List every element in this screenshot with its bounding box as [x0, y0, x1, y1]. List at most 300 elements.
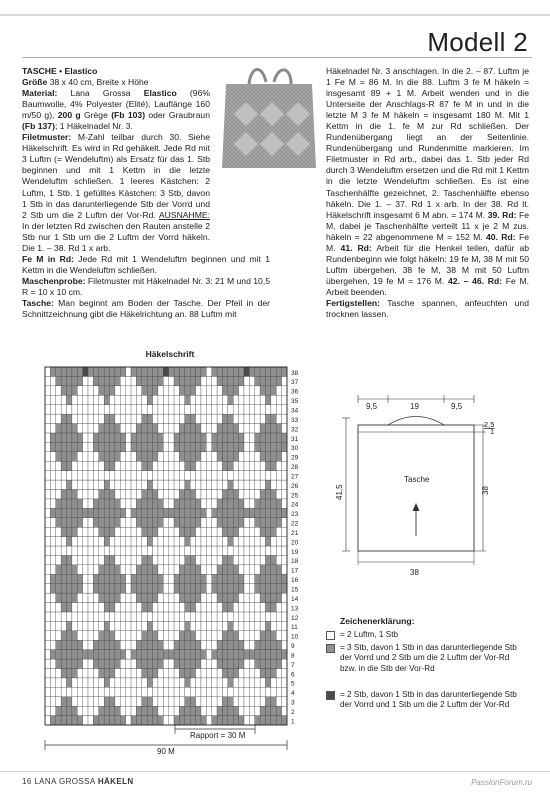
chart-cell — [217, 555, 222, 564]
row-number: 13 — [291, 605, 299, 613]
chart-cell — [115, 631, 120, 640]
chart-cell — [217, 650, 222, 659]
chart-cell — [142, 452, 147, 461]
chart-cell — [228, 697, 233, 706]
chart-cell — [228, 527, 233, 536]
chart-cell — [163, 650, 168, 659]
chart-cell — [212, 537, 217, 546]
chart-cell — [185, 499, 190, 508]
chart-cell — [169, 442, 174, 451]
chart-cell — [99, 706, 104, 715]
chart-cell — [163, 687, 168, 696]
chart-cell — [206, 546, 211, 555]
chart-cell — [255, 716, 260, 725]
bag-schematic — [335, 395, 494, 577]
chart-cell — [93, 555, 98, 564]
chart-cell — [131, 471, 136, 480]
chart-cell — [233, 499, 238, 508]
chart-cell — [249, 650, 254, 659]
chart-cell — [196, 480, 201, 489]
chart-cell — [110, 716, 115, 725]
chart-cell — [88, 471, 93, 480]
chart-cell — [244, 546, 249, 555]
chart-cell — [206, 527, 211, 536]
chart-cell — [201, 518, 206, 527]
chart-cell — [72, 565, 77, 574]
chart-cell — [190, 706, 195, 715]
chart-cell — [190, 584, 195, 593]
chart-cell — [93, 452, 98, 461]
chart-cell — [185, 659, 190, 668]
chart-cell — [260, 537, 265, 546]
row-number: 11 — [291, 624, 298, 632]
chart-cell — [169, 565, 174, 574]
chart-cell — [260, 659, 265, 668]
chart-cell — [163, 621, 168, 630]
chart-cell — [201, 499, 206, 508]
chart-cell — [201, 555, 206, 564]
chart-cell — [88, 480, 93, 489]
chart-cell — [50, 489, 55, 498]
chart-cell — [249, 433, 254, 442]
chart-cell — [104, 668, 109, 677]
chart-cell — [115, 612, 120, 621]
chart-cell — [88, 489, 93, 498]
chart-cell — [233, 659, 238, 668]
chart-cell — [88, 395, 93, 404]
chart-cell — [115, 471, 120, 480]
chart-cell — [271, 376, 276, 385]
chart-cell — [72, 584, 77, 593]
chart-cell — [72, 555, 77, 564]
chart-cell — [282, 405, 287, 414]
chart-cell — [67, 508, 72, 517]
chart-cell — [163, 395, 168, 404]
chart-cell — [265, 574, 270, 583]
chart-cell — [265, 546, 270, 555]
chart-cell — [196, 537, 201, 546]
chart-cell — [93, 499, 98, 508]
chart-cell — [72, 706, 77, 715]
chart-cell — [212, 395, 217, 404]
chart-cell — [88, 659, 93, 668]
chart-cell — [104, 424, 109, 433]
chart-cell — [83, 640, 88, 649]
chart-cell — [276, 584, 281, 593]
chart-cell — [271, 697, 276, 706]
chart-cell — [67, 565, 72, 574]
chart-cell — [126, 687, 131, 696]
chart-cell — [217, 424, 222, 433]
chart-cell — [88, 518, 93, 527]
chart-cell — [271, 612, 276, 621]
chart-cell — [212, 565, 217, 574]
chart-cell — [93, 687, 98, 696]
row-number: 18 — [291, 558, 299, 566]
chart-cell — [239, 631, 244, 640]
chart-cell — [179, 424, 184, 433]
chart-cell — [179, 480, 184, 489]
finishing-label: Fertigstellen: — [326, 297, 380, 308]
chart-cell — [153, 659, 158, 668]
chart-cell — [147, 593, 152, 602]
chart-cell — [104, 376, 109, 385]
chart-cell — [244, 687, 249, 696]
chart-cell — [56, 603, 61, 612]
chart-cell — [142, 631, 147, 640]
chart-cell — [233, 442, 238, 451]
chart-cell — [265, 376, 270, 385]
chart-cell — [201, 574, 206, 583]
chart-cell — [136, 508, 141, 517]
chart-cell — [174, 668, 179, 677]
chart-cell — [228, 706, 233, 715]
chart-cell — [163, 640, 168, 649]
chart-cell — [169, 650, 174, 659]
chart-cell — [72, 405, 77, 414]
chart-cell — [179, 527, 184, 536]
chart-cell — [239, 452, 244, 461]
row-number: 14 — [291, 595, 299, 603]
chart-cell — [136, 631, 141, 640]
chart-cell — [201, 668, 206, 677]
chart-cell — [45, 678, 50, 687]
chart-cell — [201, 480, 206, 489]
chart-cell — [271, 687, 276, 696]
chart-cell — [67, 640, 72, 649]
chart-cell — [185, 697, 190, 706]
chart-cell — [126, 706, 131, 715]
chart-cell — [174, 612, 179, 621]
chart-cell — [110, 376, 115, 385]
chart-cell — [185, 593, 190, 602]
chart-cell — [67, 687, 72, 696]
chart-title: Häkelschrift — [145, 349, 195, 359]
chart-cell — [217, 687, 222, 696]
chart-cell — [271, 414, 276, 423]
chart-cell — [179, 489, 184, 498]
chart-cell — [196, 640, 201, 649]
chart-cell — [169, 546, 174, 555]
chart-cell — [222, 593, 227, 602]
chart-cell — [190, 405, 195, 414]
chart-cell — [126, 386, 131, 395]
chart-cell — [239, 395, 244, 404]
chart-cell — [222, 499, 227, 508]
chart-cell — [255, 452, 260, 461]
chart-cell — [67, 716, 72, 725]
chart-cell — [271, 499, 276, 508]
chart-cell — [77, 452, 82, 461]
chart-cell — [271, 452, 276, 461]
chart-cell — [115, 405, 120, 414]
chart-cell — [147, 452, 152, 461]
chart-cell — [99, 442, 104, 451]
chart-cell — [83, 367, 88, 376]
filetmuster-text: M-Zahl teilbar durch 30. Siehe Häkelschrift. Es wird in Rd gehäkelt. Jede Rd mit 3 Luftm (= Wendeluftm) als Ersatz für das 1. Stb beginnen und mit 1 Kettm in die letzte Wendeluftm schließen. 1 leeres Kästchen: 2 Luftm, 1 Stb. 1 gefülltes Kästchen: 3 Stb, davon 1 Stb in das darunterliegende Stb der Vorrd und 2 Stb um die 2 Luftm der Vor-Rd. — [22, 132, 210, 220]
chart-cell — [179, 565, 184, 574]
chart-cell — [110, 650, 115, 659]
handle-outline — [388, 417, 444, 426]
chart-cell — [104, 537, 109, 546]
chart-cell — [77, 471, 82, 480]
chart-cell — [147, 518, 152, 527]
chart-cell — [239, 386, 244, 395]
chart-cell — [174, 574, 179, 583]
chart-cell — [169, 405, 174, 414]
chart-cell — [142, 687, 147, 696]
chart-cell — [201, 376, 206, 385]
chart-cell — [276, 489, 281, 498]
chart-cell — [174, 546, 179, 555]
chart-cell — [104, 640, 109, 649]
chart-cell — [56, 716, 61, 725]
chart-cell — [93, 593, 98, 602]
chart-cell — [67, 527, 72, 536]
chart-cell — [45, 650, 50, 659]
chart-cell — [56, 555, 61, 564]
chart-cell — [45, 697, 50, 706]
chart-cell — [77, 650, 82, 659]
chart-cell — [153, 471, 158, 480]
chart-cell — [153, 395, 158, 404]
chart-cell — [260, 603, 265, 612]
chart-cell — [126, 395, 131, 404]
chart-cell — [131, 367, 136, 376]
chart-cell — [61, 706, 66, 715]
chart-cell — [249, 555, 254, 564]
chart-cell — [72, 668, 77, 677]
chart-cell — [131, 678, 136, 687]
chart-cell — [136, 499, 141, 508]
chart-cell — [212, 621, 217, 630]
chart-cell — [45, 471, 50, 480]
chart-cell — [93, 518, 98, 527]
chart-cell — [104, 593, 109, 602]
chart-cell — [249, 537, 254, 546]
chart-cell — [169, 537, 174, 546]
chart-cell — [228, 480, 233, 489]
chart-cell — [222, 687, 227, 696]
chart-cell — [153, 631, 158, 640]
chart-cell — [196, 518, 201, 527]
chart-cell — [163, 414, 168, 423]
chart-cell — [233, 508, 238, 517]
chart-cell — [61, 716, 66, 725]
chart-cell — [99, 518, 104, 527]
chart-cell — [120, 697, 125, 706]
chart-cell — [276, 650, 281, 659]
chart-cell — [158, 593, 163, 602]
chart-cell — [142, 659, 147, 668]
chart-cell — [255, 687, 260, 696]
chart-cell — [190, 489, 195, 498]
chart-cell — [153, 518, 158, 527]
chart-cell — [61, 395, 66, 404]
chart-cell — [131, 555, 136, 564]
chart-cell — [239, 518, 244, 527]
chart-cell — [271, 706, 276, 715]
chart-cell — [83, 650, 88, 659]
chart-cell — [276, 612, 281, 621]
chart-cell — [45, 489, 50, 498]
chart-cell — [185, 565, 190, 574]
chart-cell — [77, 414, 82, 423]
chart-cell — [190, 518, 195, 527]
chart-cell — [206, 414, 211, 423]
chart-cell — [120, 631, 125, 640]
dim-top-mid: 19 — [410, 402, 419, 411]
chart-cell — [174, 433, 179, 442]
material-text: Grège — [80, 110, 112, 121]
chart-cell — [126, 593, 131, 602]
chart-cell — [104, 442, 109, 451]
chart-cell — [126, 405, 131, 414]
chart-cell — [222, 668, 227, 677]
chart-cell — [136, 461, 141, 470]
chart-cell — [45, 593, 50, 602]
chart-cell — [260, 527, 265, 536]
chart-cell — [169, 612, 174, 621]
chart-cell — [163, 716, 168, 725]
chart-cell — [169, 716, 174, 725]
chart-cell — [158, 603, 163, 612]
chart-cell — [169, 452, 174, 461]
chart-cell — [110, 508, 115, 517]
chart-cell — [158, 518, 163, 527]
chart-cell — [196, 424, 201, 433]
chart-cell — [142, 678, 147, 687]
chart-cell — [196, 367, 201, 376]
chart-cell — [190, 395, 195, 404]
chart-cell — [201, 697, 206, 706]
chart-cell — [93, 565, 98, 574]
size-value: 38 x 40 cm, Breite x Höhe — [47, 77, 149, 88]
row-number: 29 — [291, 454, 299, 462]
chart-cell — [45, 716, 50, 725]
chart-cell — [239, 414, 244, 423]
right-text: Fe M. Arbeit beenden. — [326, 275, 529, 297]
chart-cell — [88, 716, 93, 725]
chart-cell — [260, 668, 265, 677]
chart-cell — [136, 405, 141, 414]
chart-cell — [179, 716, 184, 725]
chart-cell — [72, 640, 77, 649]
chart-cell — [222, 518, 227, 527]
chart-cell — [158, 480, 163, 489]
chart-cell — [260, 697, 265, 706]
chart-cell — [99, 499, 104, 508]
chart-cell — [136, 593, 141, 602]
chart-cell — [174, 367, 179, 376]
chart-cell — [83, 414, 88, 423]
chart-cell — [104, 678, 109, 687]
chart-cell — [196, 584, 201, 593]
chart-cell — [93, 631, 98, 640]
chart-cell — [206, 706, 211, 715]
chart-cell — [222, 546, 227, 555]
chart-cell — [174, 480, 179, 489]
chart-cell — [153, 527, 158, 536]
chart-cell — [239, 424, 244, 433]
chart-cell — [169, 687, 174, 696]
chart-cell — [120, 489, 125, 498]
chart-cell — [239, 640, 244, 649]
chart-cell — [153, 593, 158, 602]
chart-cell — [265, 584, 270, 593]
chart-cell — [249, 414, 254, 423]
chart-cell — [255, 405, 260, 414]
chart-cell — [77, 424, 82, 433]
chart-cell — [239, 650, 244, 659]
chart-cell — [239, 480, 244, 489]
chart-cell — [110, 527, 115, 536]
chart-cell — [147, 650, 152, 659]
chart-cell — [265, 508, 270, 517]
chart-cell — [153, 640, 158, 649]
chart-cell — [201, 631, 206, 640]
chart-cell — [196, 668, 201, 677]
chart-cell — [67, 650, 72, 659]
chart-cell — [163, 452, 168, 461]
chart-cell — [271, 668, 276, 677]
chart-cell — [282, 555, 287, 564]
chart-cell — [142, 376, 147, 385]
chart-cell — [153, 537, 158, 546]
row-number: 25 — [291, 492, 299, 500]
chart-cell — [255, 574, 260, 583]
chart-cell — [222, 621, 227, 630]
chart-cell — [158, 687, 163, 696]
chart-cell — [88, 697, 93, 706]
chart-cell — [233, 471, 238, 480]
chart-cell — [206, 716, 211, 725]
chart-cell — [142, 555, 147, 564]
chart-cell — [163, 537, 168, 546]
chart-cell — [83, 537, 88, 546]
chart-cell — [190, 499, 195, 508]
chart-cell — [88, 508, 93, 517]
chart-cell — [206, 424, 211, 433]
chart-cell — [185, 452, 190, 461]
chart-cell — [190, 603, 195, 612]
chart-cell — [201, 593, 206, 602]
chart-cell — [190, 668, 195, 677]
chart-cell — [61, 603, 66, 612]
chart-cell — [115, 508, 120, 517]
chart-cell — [50, 687, 55, 696]
chart-cell — [136, 574, 141, 583]
chart-cell — [271, 405, 276, 414]
chart-cell — [67, 678, 72, 687]
chart-cell — [120, 621, 125, 630]
chart-cell — [83, 386, 88, 395]
chart-cell — [228, 640, 233, 649]
chart-cell — [93, 603, 98, 612]
chart-cell — [158, 555, 163, 564]
chart-cell — [83, 452, 88, 461]
chart-cell — [136, 659, 141, 668]
chart-cell — [282, 461, 287, 470]
material-color: (Fb 137) — [22, 121, 55, 132]
chart-cell — [233, 452, 238, 461]
chart-cell — [282, 706, 287, 715]
chart-cell — [131, 631, 136, 640]
chart-cell — [115, 376, 120, 385]
chart-cell — [120, 574, 125, 583]
chart-cell — [185, 367, 190, 376]
chart-cell — [244, 452, 249, 461]
